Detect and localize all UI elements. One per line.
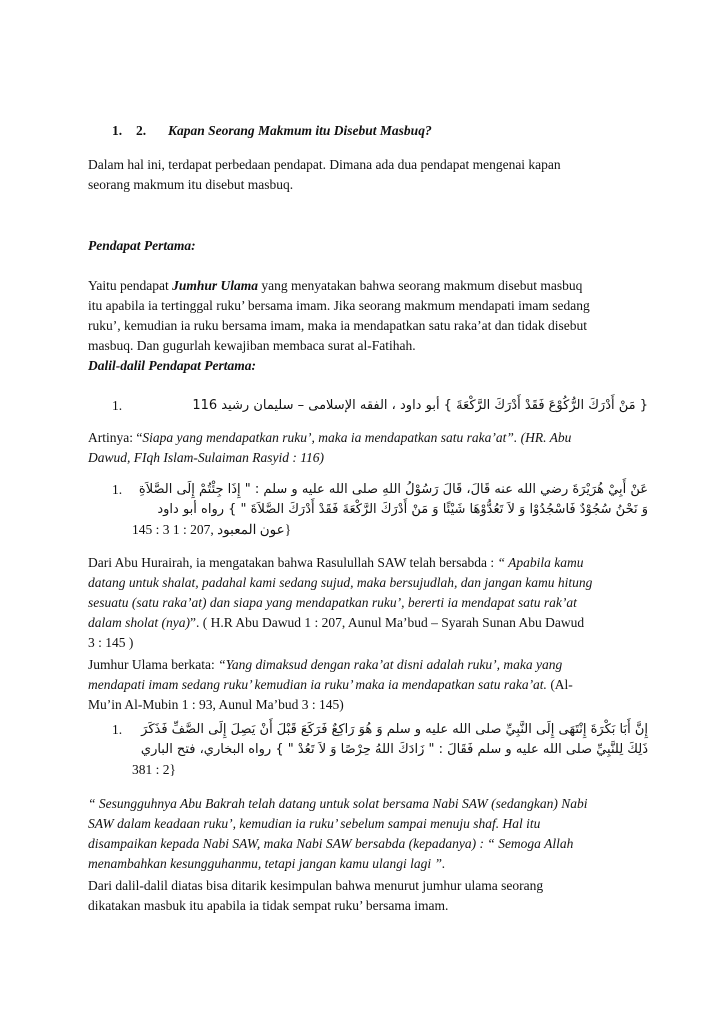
- text-line: disampaikan kepada Nabi SAW, maka Nabi SAW bersabda (kepadanya) : “ Semoga Allah: [88, 836, 574, 851]
- text-line: dikatakan masbuk itu apabila ia tidak sempat ruku’ bersama imam.: [88, 898, 449, 913]
- heading-number-1: 1.: [112, 123, 123, 138]
- arabic-quote-2-line2: وَ نَحْنُ سُجُوْدٌ فَاسْجُدُوْا وَ لاَ تَعُدُّوْهَا شَيْئًا وَ مَنْ أَدْرَكَ الرَّكْعَةَ فَقَدْ أَدْرَكَ الصَّلاَةَ " } رواه أبو داود: [157, 502, 648, 517]
- text-run: Artinya: “: [88, 430, 143, 445]
- text-line: sesuatu (satu raka’at) dan siapa yang mendapatkan ruku’, bererti ia mendapat satu rak’at: [88, 595, 577, 610]
- text-run: Siapa yang mendapatkan ruku’, maka ia mendapatkan satu raka’at”. (HR. Abu: [142, 430, 572, 445]
- text-line: 3 : 145 ): [88, 635, 134, 650]
- text-line: menambahkan kesungguhanmu, tetapi jangan kamu ulangi lagi ”.: [88, 856, 446, 871]
- jumhur-paragraph: [88, 655, 648, 715]
- text-run: dalam sholat (nya): [88, 615, 190, 630]
- text-run: mendapati imam sedang ruku’ kemudian ia ruku’ maka ia mendapatkan satu raka’at.: [88, 677, 547, 692]
- text-line: Dawud, FIqh Islam-Sulaiman Rasyid : 116): [88, 450, 324, 465]
- hurairah-paragraph: [88, 553, 648, 653]
- arabic-quote-3-line1: إِنَّ أَبَا بَكْرَةَ إِنْتَهَى إِلَى النَّبِيِّ صلى الله عليه و سلم وَ هُوَ رَاكِعٌ فَرَكَعَ قَبْلَ أَنْ يَصِلَ إِلَى الصَّفِّ فَذَكَرَ: [141, 722, 648, 737]
- text-line: ruku’, kemudian ia ruku bersama imam, maka ia mendapatkan satu raka’at dan tidak disebut: [88, 318, 587, 333]
- list-number: 1.: [112, 722, 123, 737]
- subheading: Dalil-dalil Pendapat Pertama:: [88, 358, 256, 373]
- text-run: Dari Abu Hurairah, ia mengatakan bahwa Rasulullah SAW telah bersabda :: [88, 555, 498, 570]
- pendapat-title: [88, 236, 648, 256]
- text-run: Yaitu pendapat: [88, 278, 173, 293]
- arabic-quote-3-line2: ذَلِكَ لِلنَّبِيِّ صلى الله عليه و سلم فَقَالَ : " زَادَكَ اللهُ حِرْصًا وَ لاَ تَعُدْ " } رواه البخاري، فتح الباري: [140, 742, 648, 757]
- text-run: “Yang dimaksud dengan raka’at disni adalah ruku’, maka yang: [218, 657, 563, 672]
- text-run: Jumhur Ulama berkata:: [88, 657, 219, 672]
- text-line: seorang makmum itu disebut masbuq.: [88, 177, 294, 192]
- text-run: (Al-: [546, 677, 573, 692]
- text-line: [88, 276, 648, 296]
- text-line: [88, 675, 648, 695]
- text-line: Dari dalil-dalil diatas bisa ditarik kesimpulan bahwa menurut jumhur ulama seorang: [88, 878, 544, 893]
- arabic-quote-1: { مَنْ أَدْرَكَ الرُّكُوْعَ فَقَدْ أَدْرَكَ الرَّكْعَةَ } أبو داود ، الفقه الإسلامى – سليمان رشيد 116: [192, 398, 648, 413]
- artinya-paragraph: [88, 428, 648, 468]
- text-line: [88, 613, 648, 633]
- text-line: [88, 655, 648, 675]
- text-line: Dalam hal ini, terdapat perbedaan pendapat. Dimana ada dua pendapat mengenai kapan: [88, 157, 561, 172]
- kesimpulan-paragraph: [88, 876, 648, 916]
- yaitu-paragraph: [88, 276, 648, 356]
- subheading: Pendapat Pertama:: [88, 238, 196, 253]
- text-run: yang menyatakan bahwa seorang makmum disebut masbuq: [258, 278, 583, 293]
- list-number: 1.: [112, 482, 123, 497]
- text-line: datang untuk shalat, padahal kami sedang sujud, maka bersujudlah, dan jangan kamu hitung: [88, 575, 593, 590]
- text-line: [88, 428, 648, 448]
- text-line: masbuq. Dan gugurlah kewajiban membaca surat al-Fatihah.: [88, 338, 416, 353]
- text-line: SAW dalam keadaan ruku’, kemudian ia ruku’ sebelum sampai menuju shaf. Hal itu: [88, 816, 541, 831]
- text-run: “ Apabila kamu: [497, 555, 584, 570]
- jumhur-ulama-term: Jumhur Ulama: [172, 278, 259, 293]
- arabic-quote-2-line1: عَنْ أَبِيْ هُرَيْرَةَ رضي الله عنه قَالَ، قَالَ رَسُوْلُ اللهِ صلى الله عليه و سلم : " إِذَا جِئْتُمْ إِلَى الصَّلاَةِ: [138, 482, 648, 497]
- heading-number-2: 2.: [136, 123, 147, 138]
- text-run: ”. ( H.R Abu Dawud 1 : 207, Aunul Ma’bud – Syarah Sunan Abu Dawud: [190, 615, 585, 630]
- dalil-title: [88, 356, 648, 376]
- arabic-quote-2-line3: 145 : 3 عون المعبود ,207 : 1}: [132, 522, 292, 537]
- text-line: itu apabila ia tertinggal ruku’ bersama imam. Jika seorang makmum mendapati imam sedang: [88, 298, 590, 313]
- text-line: [88, 553, 648, 573]
- sesungguhnya-paragraph: [88, 794, 648, 874]
- arabic-quote-3-line3: 381 : 2}: [132, 762, 176, 777]
- intro-paragraph: [88, 155, 648, 195]
- text-line: “ Sesungguhnya Abu Bakrah telah datang untuk solat bersama Nabi SAW (sedangkan) Nabi: [88, 796, 588, 811]
- heading-title: Kapan Seorang Makmum itu Disebut Masbuq?: [168, 123, 432, 138]
- text-line: Mu’in Al-Mubin 1 : 93, Aunul Ma’bud 3 : 145): [88, 697, 344, 712]
- list-number: 1.: [112, 398, 123, 413]
